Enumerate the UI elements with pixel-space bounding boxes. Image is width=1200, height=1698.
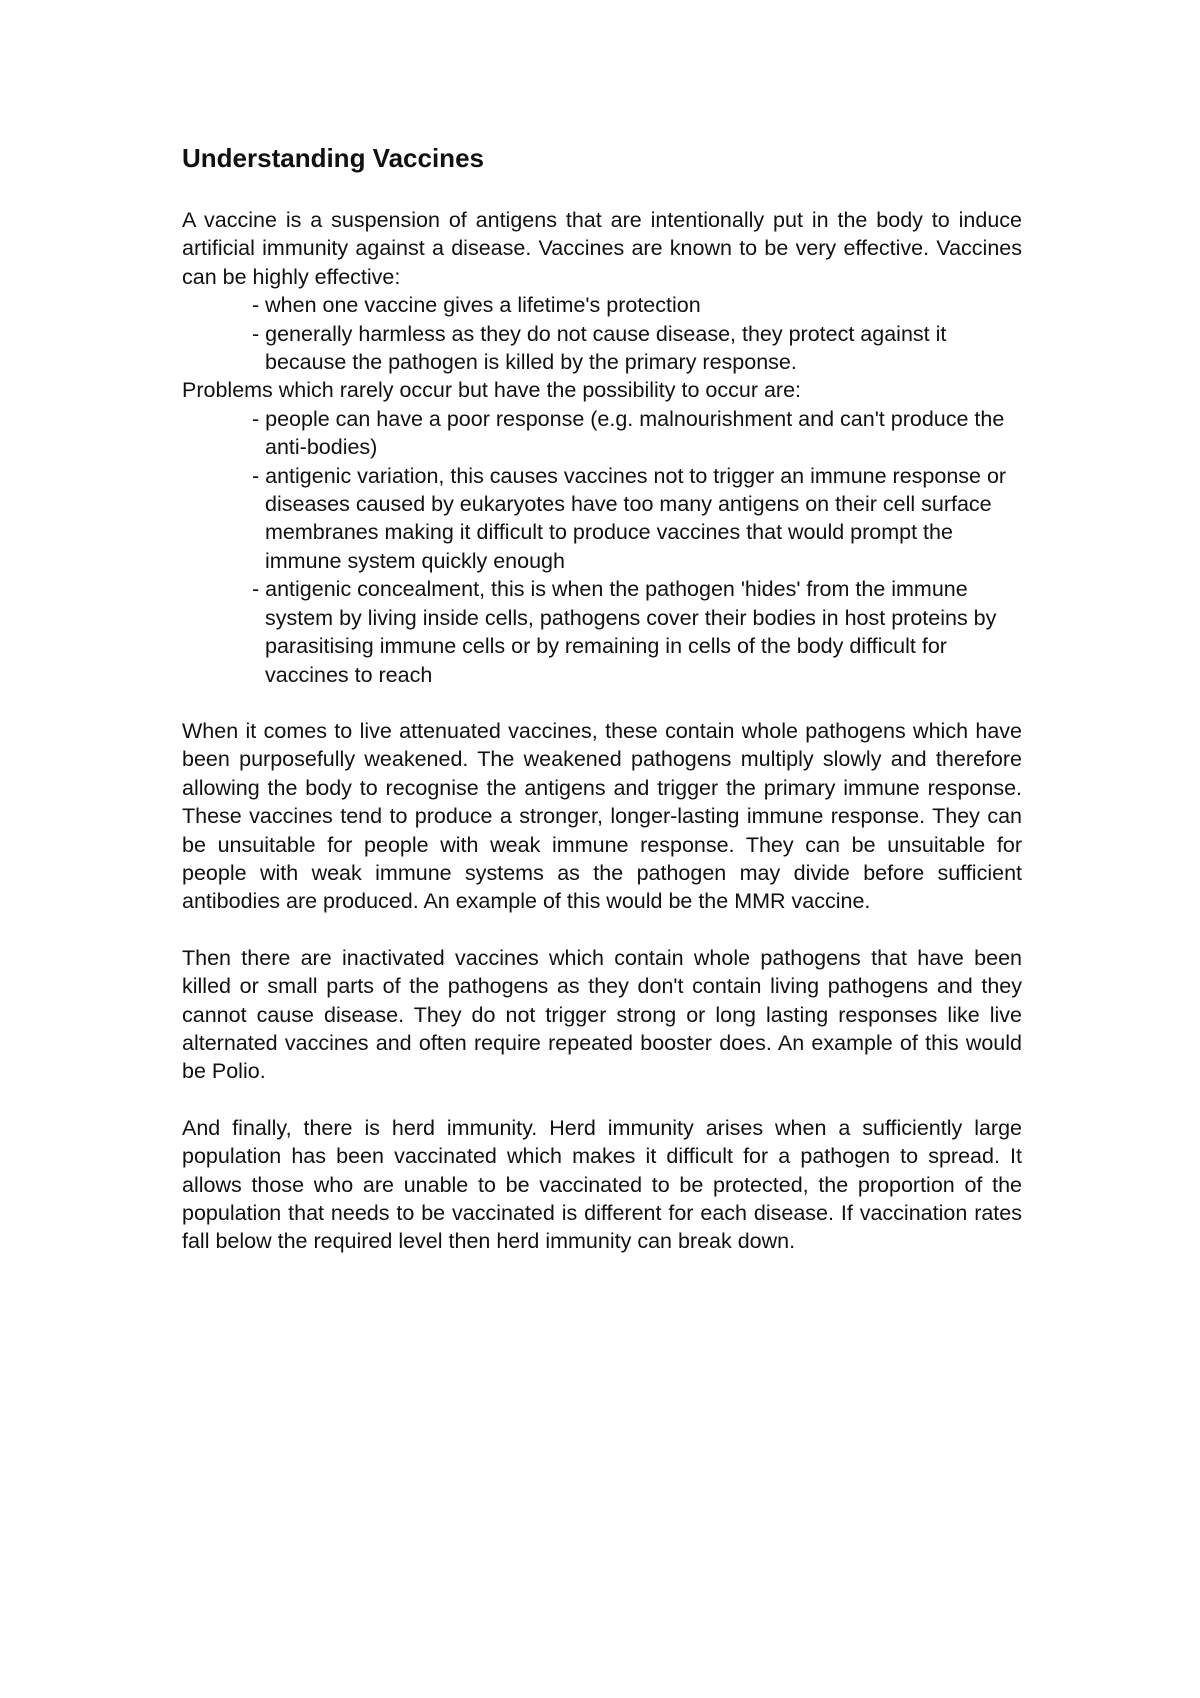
document-page <box>182 140 1022 1256</box>
paragraph-spacer <box>182 916 1022 944</box>
intro-paragraph: A vaccine is a suspension of antigens that are intentionally put in the body to induce artificial immunity against a disease. Vaccines are known to be very effective. Vaccines can be highly effective: <box>182 208 1022 289</box>
herd-immunity-paragraph: And finally, there is herd immunity. Herd immunity arises when a sufficiently large population has been vaccinated which makes it difficult for a pathogen to spread. It allows those who are unable to be vaccinated to be protected, the proportion of the population that needs to be vaccinated is different for each disease. If vaccination rates fall below the required level then herd immunity can break down. <box>182 1115 1022 1254</box>
paragraph-spacer <box>182 1086 1022 1114</box>
list-item: - generally harmless as they do not cause disease, they protect against it because the pathogen is killed by the primary response. <box>252 321 947 375</box>
effective-points-list <box>182 291 1022 376</box>
live-attenuated-paragraph: When it comes to live attenuated vaccines, these contain whole pathogens which have been purposefully weakened. The weakened pathogens multiply slowly and therefore allowing the body to recognise the antigens and trigger the primary immune response. These vaccines tend to produce a stronger, longer-lasting immune response. They can be unsuitable for people with weak immune response. They can be unsuitable for people with weak immune systems as the pathogen may divide before sufficient antibodies are produced. An example of this would be the MMR vaccine. <box>182 718 1022 914</box>
problem-points-list <box>182 405 1022 689</box>
list-item: - when one vaccine gives a lifetime's protection <box>252 293 701 318</box>
inactivated-paragraph: Then there are inactivated vaccines which contain whole pathogens that have been killed or small parts of the pathogens as they don't contain living pathogens and they cannot cause disease. They do not trigger strong or long lasting responses like live alternated vaccines and often require repeated booster does. An example of this would be Polio. <box>182 945 1022 1084</box>
problems-intro: Problems which rarely occur but have the possibility to occur are: <box>182 378 801 403</box>
list-item: - antigenic concealment, this is when the pathogen 'hides' from the immune system by living inside cells, pathogens cover their bodies in host proteins by parasitising immune cells or by remaining in cells of the body difficult for vaccines to reach <box>252 577 997 687</box>
list-item: - people can have a poor response (e.g. malnourishment and can't produce the anti-bodies) <box>252 406 1005 460</box>
list-item: - antigenic variation, this causes vaccines not to trigger an immune response or diseases caused by eukaryotes have too many antigens on their cell surface membranes making it difficult to produce vaccines that would prompt the immune system quickly enough <box>252 463 1007 573</box>
document-title: Understanding Vaccines <box>182 143 484 173</box>
paragraph-spacer <box>182 689 1022 717</box>
